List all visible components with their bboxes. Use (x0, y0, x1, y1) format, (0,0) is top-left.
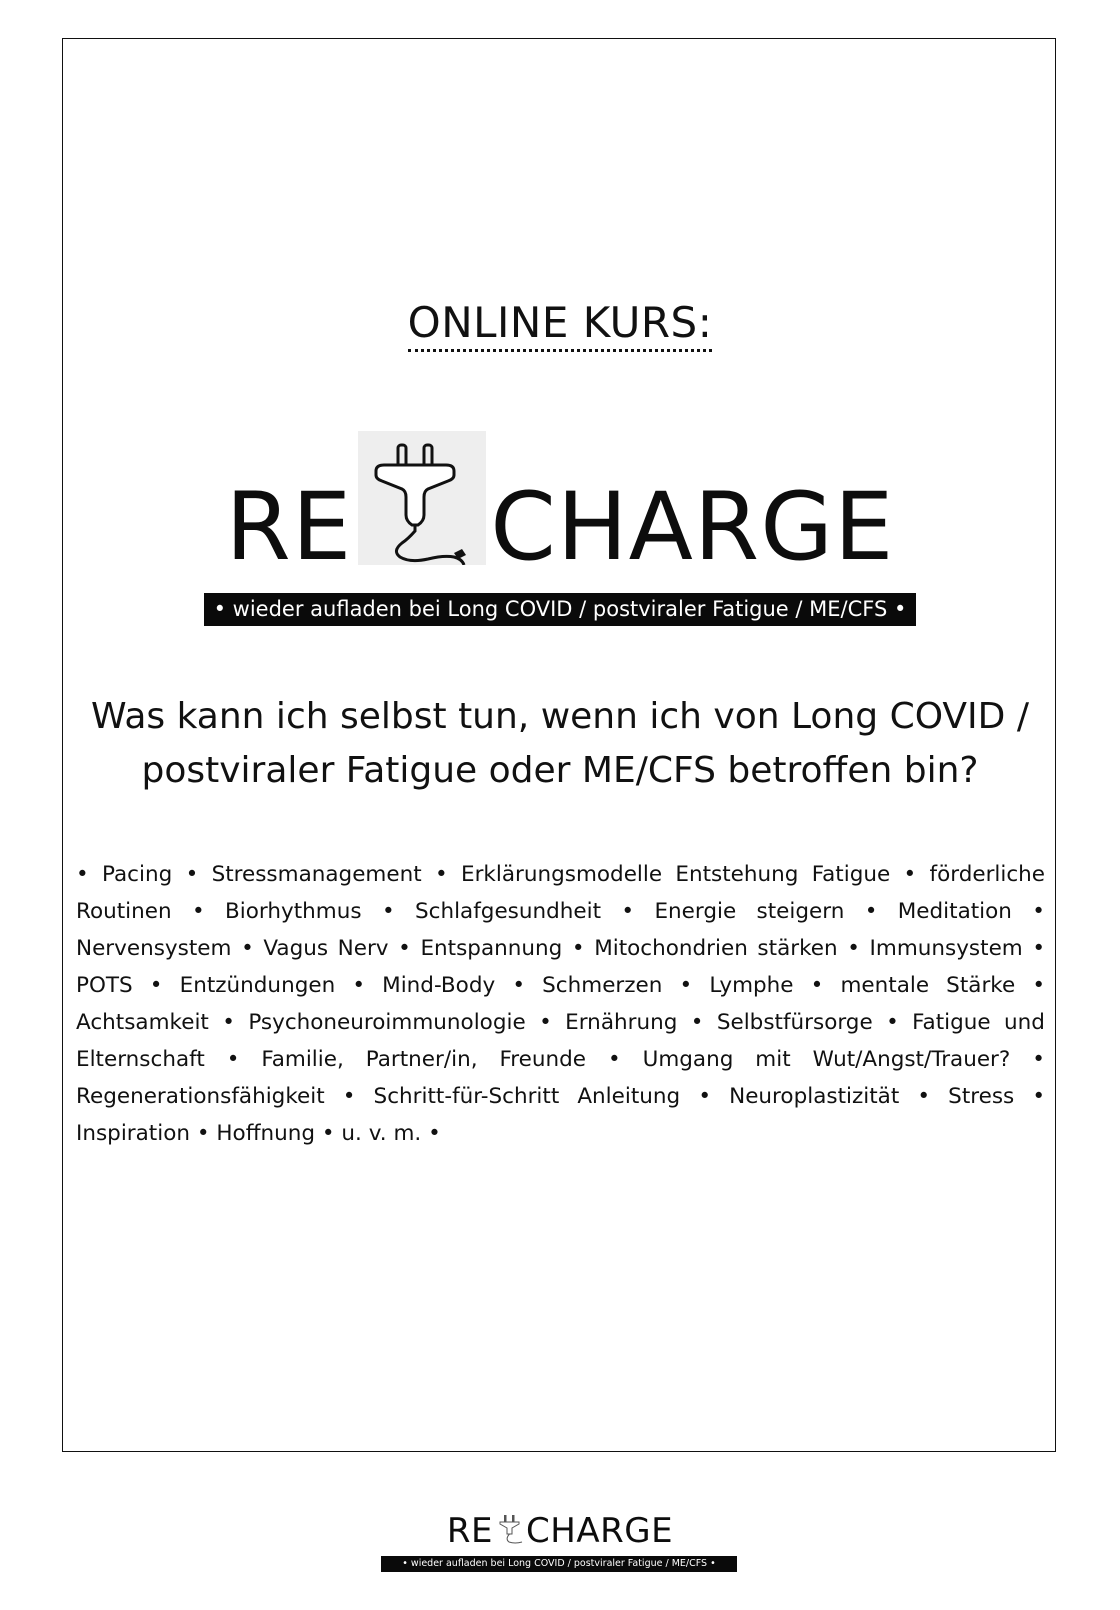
bullet-separator: • (607, 1047, 621, 1072)
topic-list (76, 856, 1045, 1152)
topic-item: u. v. m. (341, 1121, 422, 1146)
topic-item: Inspiration (76, 1121, 190, 1146)
bullet-separator: • (342, 1084, 356, 1109)
bullet-separator: • (196, 1121, 210, 1146)
footer-tagline: • wieder aufladen bei Long COVID / postviraler Fatigue / ME/CFS • (381, 1556, 737, 1572)
topic-item: Fatigue und Elternschaft (76, 1010, 1045, 1072)
main-question (70, 690, 1050, 798)
topic-item: Mind-Body (382, 973, 496, 998)
bullet-separator: • (398, 936, 411, 961)
topic-item: Mitochondrien stärken (594, 936, 838, 961)
topic-item: Schlafgesundheit (414, 899, 602, 924)
topic-item: Energie steigern (654, 899, 845, 924)
bullet-separator: • (621, 899, 635, 924)
topic-item: POTS (76, 973, 133, 998)
bullet-separator: • (185, 862, 199, 887)
bullet-separator: • (226, 1047, 240, 1072)
bullet-separator: • (381, 899, 395, 924)
topic-item: Entspannung (420, 936, 563, 961)
recharge-logo (0, 425, 1120, 582)
kicker-heading (0, 298, 1120, 347)
topic-item: Umgang mit Wut/Angst/Trauer? (642, 1047, 1011, 1072)
topic-item: Stressmanagement (211, 862, 422, 887)
topic-item: Hoffnung (216, 1121, 316, 1146)
bullet-separator: • (917, 1084, 931, 1109)
topic-item: Schritt-für-Schritt Anleitung (373, 1084, 681, 1109)
bullet-separator: • (434, 862, 448, 887)
question-line-1: Was kann ich selbst tun, wenn ich von Long COVID / (91, 696, 1029, 737)
bullet-separator: • (241, 936, 254, 961)
topic-item: mentale Stärke (840, 973, 1016, 998)
footer-logo (0, 1505, 1120, 1551)
topic-item: Lymphe (709, 973, 794, 998)
bullet-separator: • (679, 973, 693, 998)
topic-item: Vagus Nerv (263, 936, 389, 961)
topic-item: Achtsamkeit (76, 1010, 209, 1035)
topic-item: Immunsystem (869, 936, 1023, 961)
topic-item: Biorhythmus (225, 899, 362, 924)
question-line-2: postviraler Fatigue oder ME/CFS betroffen bin? (141, 750, 979, 791)
bullet-separator: • (571, 936, 585, 961)
bullet-separator: • (352, 973, 366, 998)
logo-text-re: RE (225, 472, 353, 582)
logo-text-charge: CHARGE (490, 472, 895, 582)
topic-item: förderliche Routinen (76, 862, 1046, 924)
bullet-separator: • (1032, 973, 1046, 998)
footer-plug-icon (495, 1509, 525, 1545)
topic-item: Ernährung (565, 1010, 678, 1035)
plug-icon (358, 431, 486, 565)
bullet-separator: • (1032, 899, 1045, 924)
topic-item: Psychoneuroimmunologie (248, 1010, 526, 1035)
bullet-separator: • (192, 899, 205, 924)
bullet-separator: • (864, 899, 878, 924)
topic-item: Erklärungsmodelle Entstehung Fatigue (460, 862, 891, 887)
topic-item: Schmerzen (542, 973, 663, 998)
topic-item: Selbstfürsorge (716, 1010, 873, 1035)
bullet-separator: • (810, 973, 824, 998)
bullet-separator: • (1032, 1047, 1045, 1072)
topic-item: Familie, Partner/in, Freunde (261, 1047, 587, 1072)
topic-item: Neuroplastizität (729, 1084, 900, 1109)
bullet-separator: • (321, 1121, 335, 1146)
bullet-separator: • (698, 1084, 711, 1109)
bullet-separator: • (539, 1010, 552, 1035)
footer-logo-text-re: RE (446, 1510, 494, 1551)
topic-item: Regenerationsfähigkeit (76, 1084, 325, 1109)
bullet-separator: • (886, 1010, 899, 1035)
topic-item: Entzündungen (179, 973, 336, 998)
bullet-separator: • (1032, 1084, 1046, 1109)
bullet-separator: • (76, 862, 89, 887)
logo-tagline: • wieder aufladen bei Long COVID / postviraler Fatigue / ME/CFS • (204, 593, 916, 626)
topic-item: Meditation (897, 899, 1012, 924)
topic-item: Pacing (102, 862, 173, 887)
bullet-separator: • (512, 973, 526, 998)
topic-item: Stress (948, 1084, 1015, 1109)
bullet-separator: • (428, 1121, 441, 1146)
topic-item: Nervensystem (76, 936, 232, 961)
bullet-separator: • (690, 1010, 704, 1035)
kicker-text: ONLINE KURS: (408, 298, 713, 352)
bullet-separator: • (1032, 936, 1046, 961)
bullet-separator: • (903, 862, 917, 887)
bullet-separator: • (149, 973, 163, 998)
bullet-separator: • (847, 936, 860, 961)
bullet-separator: • (222, 1010, 235, 1035)
footer-logo-text-charge: CHARGE (526, 1510, 674, 1551)
